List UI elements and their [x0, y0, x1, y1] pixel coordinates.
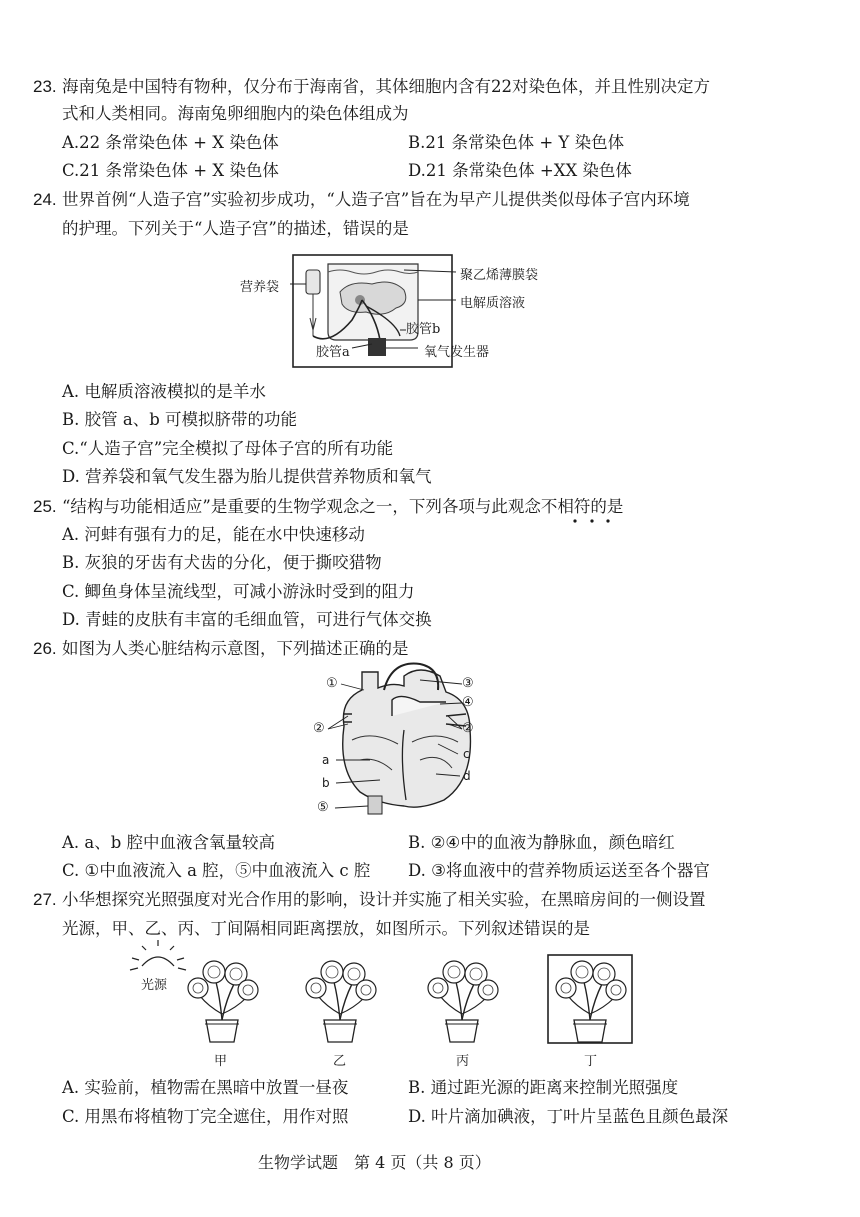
q24-option-b: B. 胶管 a、b 可模拟脐带的功能 — [62, 410, 298, 429]
q27-number: 27. — [33, 890, 57, 909]
q25-option-d: D. 青蛙的皮肤有丰富的毛细血管，可进行气体交换 — [62, 610, 432, 629]
q25-number: 25. — [33, 497, 57, 516]
heart-label-2-left: ② — [313, 721, 325, 736]
q24-number: 24. — [33, 190, 57, 209]
heart-label-d: d — [463, 769, 471, 783]
plant-label-yi: 乙 — [333, 1054, 347, 1069]
q25-stem-before: “结构与功能相适应”是重要的生物学观念之一，下列各项与此观念 — [62, 497, 541, 516]
q27-stem-line1: 小华想探究光照强度对光合作用的影响，设计并实施了相关实验，在黑暗房间的一侧设置 — [62, 890, 706, 909]
heart-label-1: ① — [326, 676, 338, 691]
q23-option-b: B.21 条常染色体 + Y 染色体 — [408, 133, 625, 152]
heart-label-c: c — [463, 747, 470, 761]
q27-option-b: B. 通过距光源的距离来控制光照强度 — [408, 1078, 679, 1097]
q24-stem-line1: 世界首例“人造子宫”实验初步成功，“人造子宫”旨在为早产儿提供类似母体子宫内环境 — [62, 190, 690, 209]
heart-label-4: ④ — [462, 695, 474, 710]
heart-label-2-right: ② — [462, 721, 474, 736]
label-film-bag: 聚乙烯薄膜袋 — [460, 268, 539, 283]
q26-option-c: C. ①中血液流入 a 腔，⑤中血液流入 c 腔 — [62, 861, 371, 880]
heart-label-3: ③ — [462, 676, 474, 691]
q26-option-b: B. ②④中的血液为静脉血，颜色暗红 — [408, 833, 675, 852]
q23-stem-line2: 式和人类相同。海南兔卵细胞内的染色体组成为 — [62, 104, 409, 123]
plant-label-ding: 丁 — [584, 1054, 598, 1069]
q27-option-a: A. 实验前，植物需在黑暗中放置一昼夜 — [62, 1078, 349, 1097]
q23-number: 23. — [33, 77, 57, 96]
q25-option-c: C. 鲫鱼身体呈流线型，可减小游泳时受到的阻力 — [62, 582, 415, 601]
q27-option-d: D. 叶片滴加碘液，丁叶片呈蓝色且颜色最深 — [408, 1107, 729, 1126]
heart-label-a: a — [322, 753, 330, 767]
page-footer: 生物学试题 第 4 页（共 8 页） — [258, 1153, 491, 1172]
q26-option-d: D. ③将血液中的营养物质运送至各个器官 — [408, 861, 710, 880]
plant-label-jia: 甲 — [214, 1054, 228, 1069]
q25-option-a: A. 河蚌有强有力的足，能在水中快速移动 — [62, 525, 365, 544]
label-oxygen-generator: 氧气发生器 — [424, 345, 490, 360]
heart-label-b: b — [322, 776, 330, 790]
q27-stem-line2: 光源，甲、乙、丙、丁间隔相同距离摆放，如图所示。下列叙述错误的是 — [62, 919, 590, 938]
heart-label-5: ⑤ — [317, 800, 329, 815]
q24-option-c: C.“人造子宫”完全模拟了母体子宫的所有功能 — [62, 439, 394, 458]
q25-stem-after: 的是 — [590, 497, 624, 516]
q24-option-a: A. 电解质溶液模拟的是羊水 — [62, 382, 266, 401]
q26-option-a: A. a、b 腔中血液含氧量较高 — [62, 833, 276, 852]
q23-option-a: A.22 条常染色体 + X 染色体 — [62, 133, 279, 152]
q23-option-d: D.21 条常染色体 +XX 染色体 — [408, 161, 632, 180]
label-nutrient-bag: 营养袋 — [240, 280, 280, 295]
q25-option-b: B. 灰狼的牙齿有犬齿的分化，便于撕咬猎物 — [62, 553, 382, 572]
q24-stem-line2: 的护理。下列关于“人造子宫”的描述，错误的是 — [62, 219, 409, 238]
plant-label-bing: 丙 — [456, 1054, 470, 1069]
q26-number: 26. — [33, 639, 57, 658]
label-electrolyte: 电解质溶液 — [460, 296, 526, 311]
q24-option-d: D. 营养袋和氧气发生器为胎儿提供营养物质和氧气 — [62, 467, 432, 486]
label-tube-a: 胶管a — [316, 345, 350, 360]
q25-stem-emph-text: 不相符 — [540, 497, 591, 516]
q23-stem-line1: 海南兔是中国特有物种，仅分布于海南省，其体细胞内含有22对染色体，并且性别决定方 — [62, 77, 710, 96]
q23-option-c: C.21 条常染色体 + X 染色体 — [62, 161, 279, 180]
light-source-label: 光源 — [141, 978, 168, 993]
q27-option-c: C. 用黑布将植物丁完全遮住，用作对照 — [62, 1107, 349, 1126]
label-tube-b: 胶管b — [406, 322, 441, 337]
q26-stem: 如图为人类心脏结构示意图，下列描述正确的是 — [62, 639, 409, 658]
